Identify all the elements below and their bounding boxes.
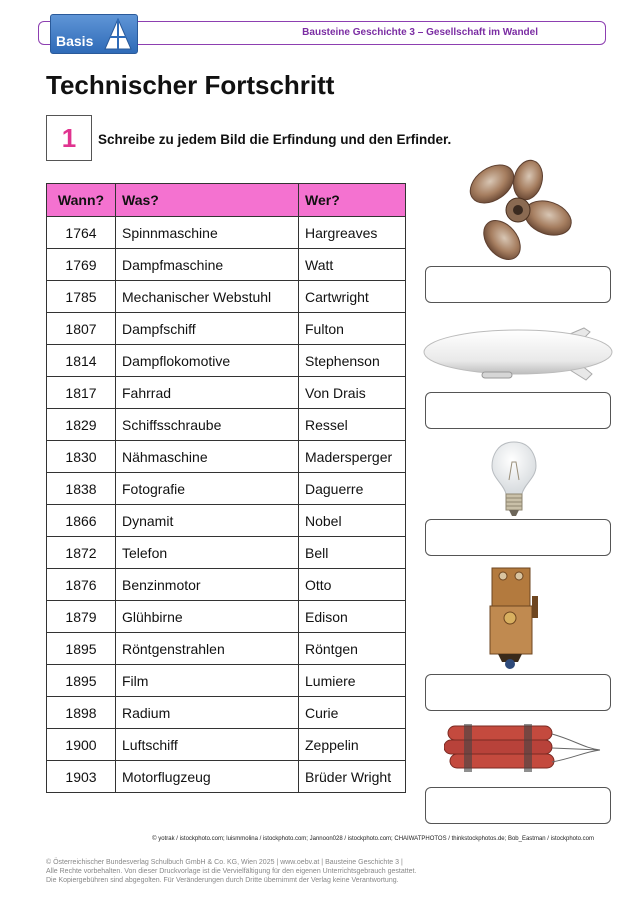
table-row (47, 537, 406, 569)
cell-invention: Telefon (116, 537, 299, 569)
cell-year: 1876 (47, 569, 116, 601)
series-title: Bausteine Geschichte 3 – Gesellschaft im Wandel (302, 27, 538, 38)
cell-year: 1900 (47, 729, 116, 761)
cell-invention: Mechanischer Webstuhl (116, 281, 299, 313)
triangle-logo-icon (103, 17, 133, 51)
column-header-who: Wer? (299, 184, 406, 217)
cell-year: 1879 (47, 601, 116, 633)
table-row (47, 345, 406, 377)
ship-propeller-icon (462, 158, 574, 266)
cell-inventor: Daguerre (299, 473, 406, 505)
cell-inventor: Curie (299, 697, 406, 729)
table-row (47, 473, 406, 505)
table-row (47, 409, 406, 441)
column-header-when: Wann? (47, 184, 116, 217)
cell-invention: Fahrrad (116, 377, 299, 409)
table-row (47, 729, 406, 761)
airship-icon (420, 322, 615, 386)
footer-line-2: Alle Rechte vorbehalten. Von dieser Druckvorlage ist die Vervielfältigung für den eigenen Unterrichtsgebrauch gestattet. (46, 868, 417, 875)
cell-inventor: Cartwright (299, 281, 406, 313)
column-header-what: Was? (116, 184, 299, 217)
cell-inventor: Ressel (299, 409, 406, 441)
table-row (47, 377, 406, 409)
cell-invention: Film (116, 665, 299, 697)
cell-inventor: Nobel (299, 505, 406, 537)
answer-box-3[interactable] (425, 519, 611, 556)
cell-invention: Motorflugzeug (116, 761, 299, 793)
cell-inventor: Madersperger (299, 441, 406, 473)
table-header-row (47, 184, 406, 217)
table-row (47, 697, 406, 729)
dynamite-icon (444, 720, 604, 782)
footer-line-3: Die Kopiergebühren sind abgegolten. Für Veränderungen durch Dritte übernimmt der Verlag keine Verantwortung. (46, 877, 399, 884)
cell-inventor: Edison (299, 601, 406, 633)
cell-inventor: Brüder Wright (299, 761, 406, 793)
cell-inventor: Stephenson (299, 345, 406, 377)
cell-year: 1872 (47, 537, 116, 569)
cell-invention: Glühbirne (116, 601, 299, 633)
cell-invention: Fotografie (116, 473, 299, 505)
cell-year: 1895 (47, 633, 116, 665)
cell-inventor: Bell (299, 537, 406, 569)
page-title: Technischer Fortschritt (46, 70, 335, 100)
cell-year: 1866 (47, 505, 116, 537)
cell-year: 1903 (47, 761, 116, 793)
answer-box-5[interactable] (425, 787, 611, 824)
task-number: 1 (46, 115, 92, 161)
table-row (47, 505, 406, 537)
footer (46, 858, 416, 885)
cell-year: 1817 (47, 377, 116, 409)
table-row (47, 249, 406, 281)
cell-inventor: Lumiere (299, 665, 406, 697)
table-row (47, 761, 406, 793)
cell-invention: Röntgenstrahlen (116, 633, 299, 665)
answer-box-1[interactable] (425, 266, 611, 303)
cell-year: 1785 (47, 281, 116, 313)
table-row (47, 601, 406, 633)
table-row (47, 633, 406, 665)
cell-invention: Dampfschiff (116, 313, 299, 345)
inventions-table (46, 183, 406, 793)
cell-year: 1838 (47, 473, 116, 505)
table-row (47, 281, 406, 313)
cell-year: 1898 (47, 697, 116, 729)
logo-text: Basis (56, 33, 94, 49)
cell-year: 1769 (47, 249, 116, 281)
light-bulb-icon (490, 440, 538, 520)
cell-invention: Spinnmaschine (116, 217, 299, 249)
cell-inventor: Fulton (299, 313, 406, 345)
cell-inventor: Watt (299, 249, 406, 281)
cell-inventor: Zeppelin (299, 729, 406, 761)
cell-invention: Radium (116, 697, 299, 729)
cell-year: 1814 (47, 345, 116, 377)
cell-invention: Dampflokomotive (116, 345, 299, 377)
cell-year: 1829 (47, 409, 116, 441)
cell-inventor: Von Drais (299, 377, 406, 409)
cell-year: 1764 (47, 217, 116, 249)
cell-year: 1830 (47, 441, 116, 473)
image-credits: © yotrak / istockphoto.com; luismmolina / istockphoto.com; Jannoon028 / istockphoto.com; CHAIWATPHOTOS / thinkstockphotos.de; Bob_Eastman / istockphoto.com (152, 836, 594, 842)
cell-invention: Dampfmaschine (116, 249, 299, 281)
wall-telephone-icon (488, 566, 548, 670)
cell-invention: Dynamit (116, 505, 299, 537)
cell-inventor: Otto (299, 569, 406, 601)
cell-invention: Luftschiff (116, 729, 299, 761)
table-row (47, 313, 406, 345)
table-row (47, 665, 406, 697)
cell-invention: Schiffsschraube (116, 409, 299, 441)
cell-invention: Nähmaschine (116, 441, 299, 473)
task-instruction: Schreibe zu jedem Bild die Erfindung und den Erfinder. (98, 132, 452, 147)
table-row (47, 569, 406, 601)
answer-box-2[interactable] (425, 392, 611, 429)
cell-inventor: Hargreaves (299, 217, 406, 249)
cell-year: 1895 (47, 665, 116, 697)
cell-invention: Benzinmotor (116, 569, 299, 601)
cell-inventor: Röntgen (299, 633, 406, 665)
basis-logo (50, 14, 138, 54)
table-row (47, 441, 406, 473)
footer-line-1: © Österreichischer Bundesverlag Schulbuch GmbH & Co. KG, Wien 2025 | www.oebv.at | Bausteine Geschichte 3 | (46, 859, 403, 866)
cell-year: 1807 (47, 313, 116, 345)
table-row (47, 217, 406, 249)
answer-box-4[interactable] (425, 674, 611, 711)
